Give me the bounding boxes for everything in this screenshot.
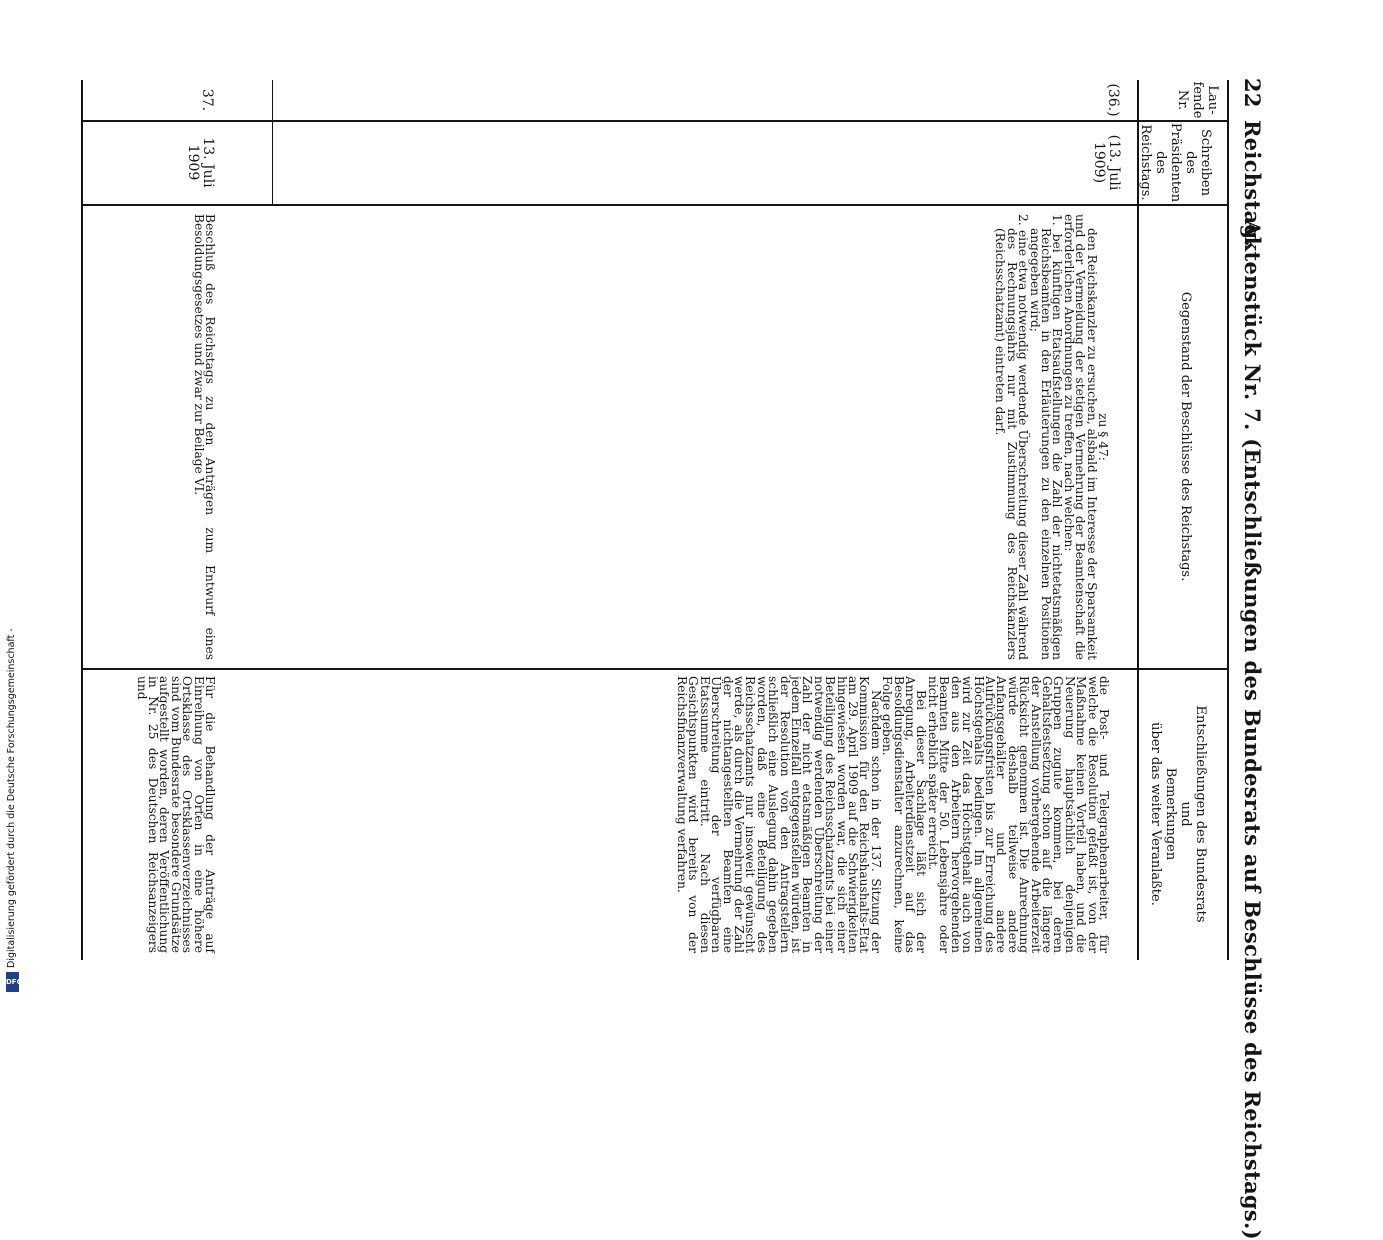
subject-item: 2. eine etwa notwendig werdende Überschreitung dieser Zahl während des Rechnungsjahrs nur mit Zustimmung des Reichskanzlers (Reichsschatzamt) eintreten darf. (993, 214, 1031, 660)
entry-37-resolution: Für die Behandlung der Anträge auf Einreihung von Orten in eine höhere Ortsklasse des Ortsklassenverzeichnisses sind vom Bundesrate besondere Grundsätze aufgestellt worden, deren Veröffentlichung in Nr. 25 des Deutschen Reichsanzeigers und (134, 676, 217, 953)
resolution-paragraph: Bei dieser Sachlage läßt sich der Anregung, Arbeiterdienstzeit auf das Besoldungsdienstalter anzurechnen, keine Folge geben. (880, 676, 929, 953)
entry-37-number: 37. (199, 88, 215, 112)
table-header-rule (1137, 80, 1139, 960)
table-top-rule (1227, 80, 1229, 960)
subject-intro: den Reichskanzler zu ersuchen, alsbald im Interesse der Sparsamkeit und der Vermeidung der stetigen Vermehrung der Beamtenschaft die erforderlichen Anordnungen zu treffen, nach welchen: (1061, 214, 1099, 660)
running-header (1237, 40, 1265, 1240)
running-head-title: Aktenstück Nr. 7. (Entschließungen des Bundesrats auf Beschlüsse des Reichstags.) (1240, 220, 1265, 1240)
entry-36-subject (994, 214, 1108, 660)
column-rule-subject (83, 668, 1229, 670)
entry-36-resolution (676, 676, 1109, 953)
entry-separator (272, 80, 273, 204)
subject-item: 1. bei künftigen Etatsaufstellungen die Zahl der nichtetatsmäßigen Reichsbeamten in den Erläuterungen zu den einzelnen Positionen angegeben wird; (1027, 214, 1065, 660)
entry-36-number: (36.) (1105, 83, 1121, 117)
entry-37-date: 13. Juli 1909 (185, 137, 216, 188)
entry-36-date: (13. Juli 1909) (1091, 134, 1122, 191)
column-head-nr: Lau- fende Nr. (1175, 81, 1220, 119)
column-head-resolution: Entschließungen des Bundesrats und Bemerkungen über das weiter Veranlaßte. (1148, 705, 1208, 923)
entry-37-subject: Beschluß des Reichstags zu den Anträgen zum Entwurf eines Besoldungsgesetzes und zwar zur Beilage VI. (191, 214, 217, 660)
page-number: 22 (1240, 78, 1265, 108)
running-head-left: Reichstag. (1240, 120, 1265, 247)
column-head-subject: Gegenstand der Beschlüsse des Reichstags. (1178, 291, 1193, 582)
column-head-letter: Schreiben des Präsidenten des Reichstags. (1138, 122, 1213, 203)
footer-text: Digitalisierung gefördert durch die Deutsche Forschungsgemeinschaft - (6, 628, 17, 968)
table-bottom-rule (81, 80, 83, 960)
dfg-logo: DFG (6, 972, 19, 992)
resolution-paragraph: Nachdem schon in der 137. Sitzung der Kommission für den Reichshaushalts-Etat am 29. April 1909 auf die Schwierigkeiten hingewiesen worden war, die sich einer Beteiligung des Reichsschatzamts bei einer notwendig werdenden Überschreitung der Zahl der nicht etatsmäßigen Beamten in jedem Einzelfall entgegenstellen würden, ist der Resolution von den Antragstellern schließlich eine Auslegung dahin gegeben worden, daß eine Beteiligung des Reichsschatzamts nur insoweit gewünscht werde, als durch die Vermehrung der Zahl der nichtangestellten Beamten eine Überschreitung der verfügbaren Etatssumme eintritt. Nach diesen Gesichtspunkten wird bereits von der Reichsfinanzverwaltung verfahren. (674, 676, 883, 953)
resolution-paragraph: die Post- und Telegraphenarbeiter, für welche die Resolution gefaßt ist, von der Maßnahme keinen Vorteil haben, und die Neuerung hauptsächlich denjenigen Gruppen zugute kommen, bei deren Gehaltsfestsetzung schon auf die längere der Anstellung vorhergehende Arbeiterzeit Rücksicht genommen ist. Die Anrechnung würde deshalb teilweise andere Anfangsgehälter und andere Aufrückungsfristen bis zur Erreichung des Höchstgehalts bedingen. Im allgemeinen wird zur Zeit das Höchstgehalt auch von den aus den Arbeitern hervorgehenden Beamten Mitte der 50. Lebensjahre oder nicht erheblich später erreicht. (925, 676, 1111, 953)
column-rule-letter (83, 204, 1229, 206)
digitization-footer (6, 572, 23, 992)
subject-heading: zu § 47: (1096, 413, 1110, 461)
column-rule-nr (83, 120, 1229, 122)
